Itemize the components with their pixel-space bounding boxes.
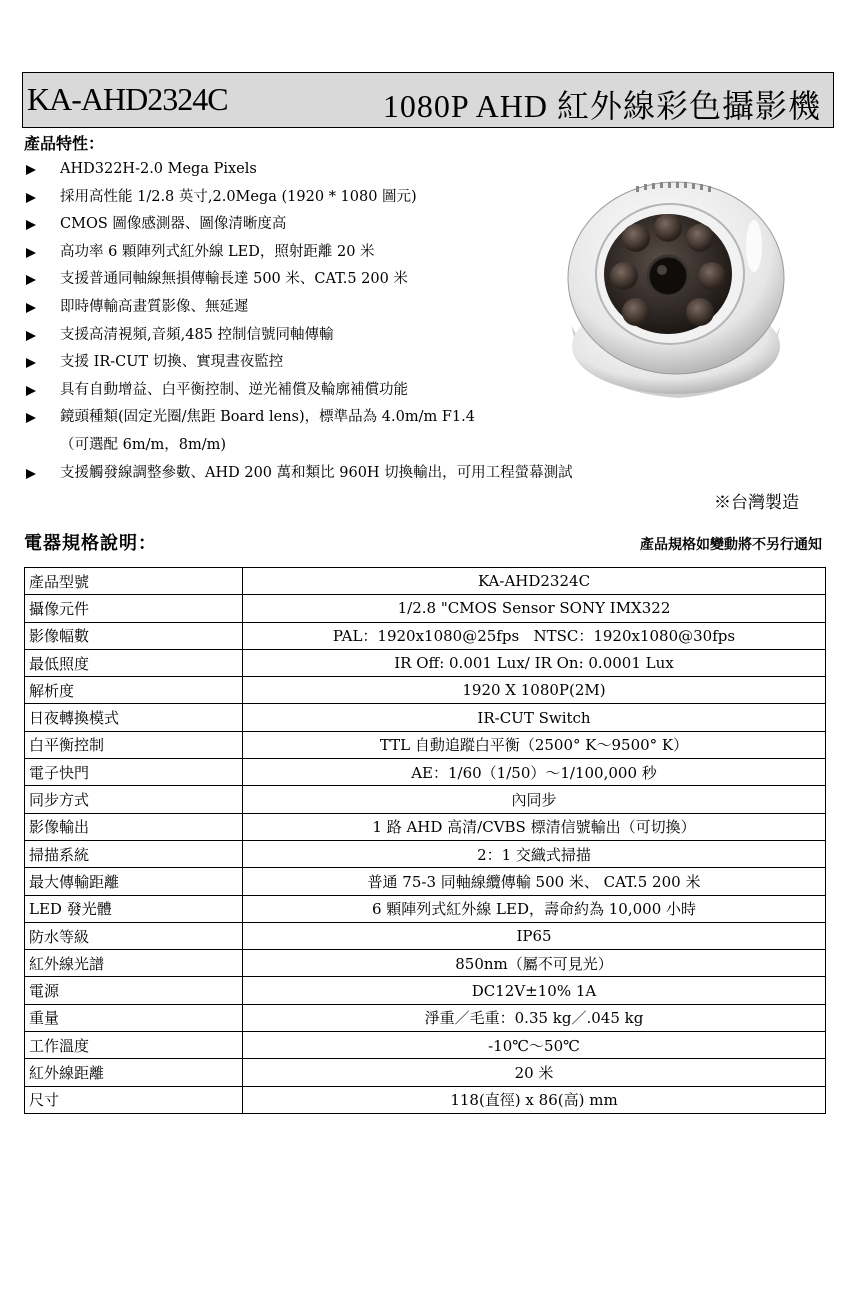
spec-label: 紅外線距離 [25, 1059, 243, 1086]
spec-label: 工作溫度 [25, 1032, 243, 1059]
feature-text: 即時傳輸高畫質影像、無延遲 [60, 298, 249, 315]
features-heading: 產品特性： [24, 134, 105, 153]
table-row [25, 895, 826, 922]
table-row [25, 813, 826, 840]
bullet-triangle-icon [26, 413, 36, 423]
bullet-triangle-icon [26, 331, 36, 341]
table-row [25, 568, 826, 595]
bullet-triangle-icon [26, 358, 36, 368]
spec-label: 尺寸 [25, 1086, 243, 1113]
spec-value: 1920 X 1080P(2M) [243, 677, 826, 704]
feature-subtext: （可選配 6m/m，8m/m) [60, 436, 226, 453]
spec-label: 解析度 [25, 677, 243, 704]
spec-value: 淨重／毛重：0.35 kg／.045 kg [243, 1004, 826, 1031]
spec-value: PAL：1920x1080@25fps NTSC：1920x1080@30fps [243, 622, 826, 649]
spec-change-note: 產品規格如變動將不另行通知 [640, 537, 822, 553]
spec-value: 20 米 [243, 1059, 826, 1086]
feature-text: 鏡頭種類(固定光圈/焦距 Board lens)，標準品為 4.0m/m F1.4 [60, 409, 475, 426]
bullet-triangle-icon [26, 193, 36, 203]
spec-label: 同步方式 [25, 786, 243, 813]
table-row [25, 1032, 826, 1059]
spec-value: 850nm（屬不可見光） [243, 950, 826, 977]
bullet-triangle-icon [26, 275, 36, 285]
bullet-triangle-icon [26, 303, 36, 313]
table-row [25, 950, 826, 977]
feature-text: 採用高性能 1/2.8 英寸,2.0Mega (1920 * 1080 圖元) [60, 188, 417, 205]
spec-label: 最低照度 [25, 649, 243, 676]
table-row [25, 649, 826, 676]
spec-value: 1/2.8 "CMOS Sensor SONY IMX322 [243, 595, 826, 622]
table-row [25, 1004, 826, 1031]
spec-value: KA-AHD2324C [243, 568, 826, 595]
spec-value: TTL 自動追蹤白平衡（2500° K～9500° K） [243, 731, 826, 758]
spec-label: 日夜轉換模式 [25, 704, 243, 731]
spec-label: 電源 [25, 977, 243, 1004]
bullet-triangle-icon [26, 248, 36, 258]
spec-label: 紅外線光譜 [25, 950, 243, 977]
spec-label: LED 發光體 [25, 895, 243, 922]
spec-heading: 電器規格說明： [24, 533, 157, 554]
spec-value: 2：1 交織式掃描 [243, 840, 826, 867]
spec-label: 影像輸出 [25, 813, 243, 840]
spec-label: 影像幅數 [25, 622, 243, 649]
dome-camera-image [558, 176, 798, 406]
spec-label: 攝像元件 [25, 595, 243, 622]
feature-text: CMOS 圖像感測器、圖像清晰度高 [60, 216, 287, 233]
spec-label: 防水等級 [25, 922, 243, 949]
table-row [25, 595, 826, 622]
spec-value: 普通 75-3 同軸線纜傳輸 500 米、 CAT.5 200 米 [243, 868, 826, 895]
table-row [25, 731, 826, 758]
feature-text: 支援觸發線調整參數、AHD 200 萬和類比 960H 切換輸出，可用工程螢幕測試 [60, 464, 573, 481]
spec-value: DC12V±10% 1A [243, 977, 826, 1004]
feature-text: 具有自動增益、白平衡控制、逆光補償及輪廓補償功能 [60, 381, 408, 398]
feature-text: AHD322H-2.0 Mega Pixels [60, 161, 257, 177]
bullet-triangle-icon [26, 386, 36, 396]
spec-label: 最大傳輸距離 [25, 868, 243, 895]
bullet-triangle-icon [26, 220, 36, 230]
spec-label: 產品型號 [25, 568, 243, 595]
feature-text: 支援普通同軸線無損傳輸長達 500 米、CAT.5 200 米 [60, 271, 408, 288]
spec-label: 重量 [25, 1004, 243, 1031]
spec-value: IR Off: 0.001 Lux/ IR On: 0.0001 Lux [243, 649, 826, 676]
title-bar [22, 72, 834, 128]
spec-value: 1 路 AHD 高清/CVBS 標清信號輸出（可切換） [243, 813, 826, 840]
spec-value: 內同步 [243, 786, 826, 813]
feature-item [24, 404, 664, 459]
table-row [25, 840, 826, 867]
spec-label: 白平衡控制 [25, 731, 243, 758]
feature-text: 支援 IR-CUT 切換、實現晝夜監控 [60, 354, 284, 371]
spec-label: 電子快門 [25, 759, 243, 786]
spec-value: AE：1/60（1/50）～1/100,000 秒 [243, 759, 826, 786]
spec-label: 掃描系統 [25, 840, 243, 867]
table-row [25, 622, 826, 649]
table-row [25, 677, 826, 704]
spec-value: 118(直徑) x 86(高) mm [243, 1086, 826, 1113]
feature-text: 支援高清視頻,音頻,485 控制信號同軸傳輸 [60, 326, 334, 343]
spec-value: IP65 [243, 922, 826, 949]
feature-text: 高功率 6 顆陣列式紅外線 LED，照射距離 20 米 [60, 243, 375, 260]
bullet-triangle-icon [26, 469, 36, 479]
table-row [25, 704, 826, 731]
made-in-taiwan-note: ※台灣製造 [714, 493, 799, 513]
spec-table [24, 567, 826, 1114]
product-description-title: 1080P AHD 紅外線彩色攝影機 [382, 88, 821, 124]
table-row [25, 977, 826, 1004]
table-row [25, 922, 826, 949]
spec-value: 6 顆陣列式紅外線 LED，壽命約為 10,000 小時 [243, 895, 826, 922]
table-row [25, 1086, 826, 1113]
table-row [25, 786, 826, 813]
spec-value: -10℃～50℃ [243, 1032, 826, 1059]
table-row [25, 1059, 826, 1086]
table-row [25, 759, 826, 786]
spec-value: IR-CUT Switch [243, 704, 826, 731]
feature-item [24, 460, 664, 488]
bullet-triangle-icon [26, 165, 36, 175]
table-row [25, 868, 826, 895]
product-model-title: KA-AHD2324C [27, 81, 228, 117]
